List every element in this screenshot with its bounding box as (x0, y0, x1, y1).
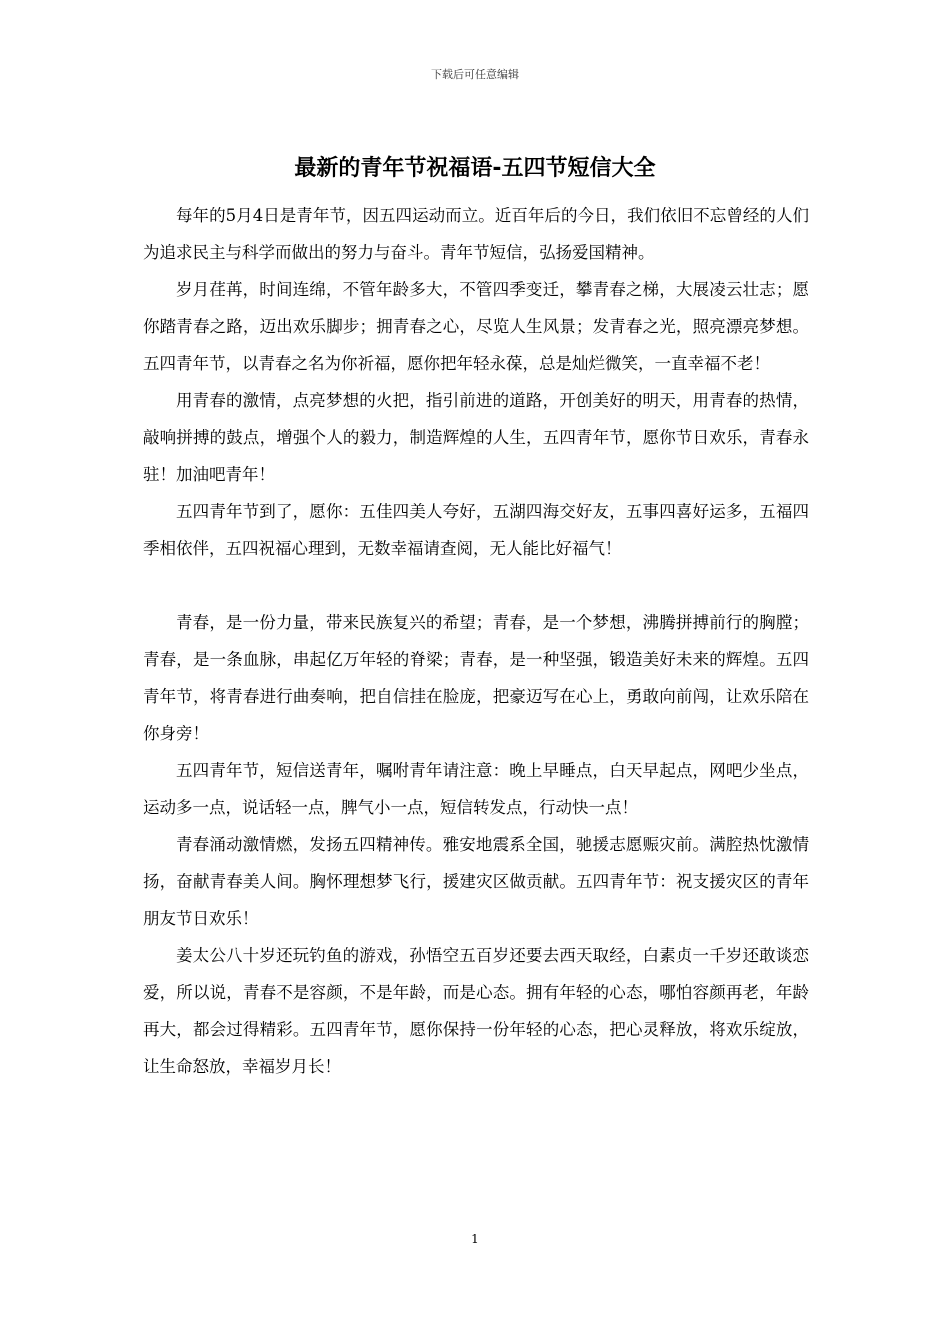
page-number: 1 (471, 1232, 479, 1246)
document-body (143, 197, 809, 1085)
paragraph: 五四青年节到了，愿你：五佳四美人夸好，五湖四海交好友，五事四喜好运多，五福四季相依伴，五四祝福心理到，无数幸福请查阅，无人能比好福气！ (143, 502, 809, 558)
document-title: 最新的青年节祝福语-五四节短信大全 (294, 156, 656, 181)
paragraph: 用青春的激情，点亮梦想的火把，指引前进的道路，开创美好的明天，用青春的热情，敲响拼搏的鼓点，增强个人的毅力，制造辉煌的人生，五四青年节，愿你节日欢乐，青春永驻！加油吧青年！ (143, 391, 809, 484)
paragraph: 青春涌动激情燃，发扬五四精神传。雅安地震系全国，驰援志愿赈灾前。满腔热忱激情扬，奋献青春美人间。胸怀理想梦飞行，援建灾区做贡献。五四青年节：祝支援灾区的青年朋友节日欢乐！ (143, 835, 809, 928)
paragraph: 每年的5月4日是青年节，因五四运动而立。近百年后的今日，我们依旧不忘曾经的人们为追求民主与科学而做出的努力与奋斗。青年节短信，弘扬爱国精神。 (143, 206, 809, 262)
paragraph: 青春，是一份力量，带来民族复兴的希望；青春，是一个梦想，沸腾拼搏前行的胸膛；青春，是一条血脉，串起亿万年轻的脊梁；青春，是一种坚强，锻造美好未来的辉煌。五四青年节，将青春进行曲奏响，把自信挂在脸庞，把豪迈写在心上，勇敢向前闯，让欢乐陪在你身旁！ (143, 613, 809, 743)
paragraph: 岁月荏苒，时间连绵，不管年龄多大，不管四季变迁，攀青春之梯，大展凌云壮志；愿你踏青春之路，迈出欢乐脚步；拥青春之心，尽览人生风景；发青春之光，照亮漂亮梦想。五四青年节，以青春之名为你祈福，愿你把年轻永葆，总是灿烂微笑，一直幸福不老！ (143, 280, 809, 373)
page-header: 下载后可任意编辑 (431, 68, 519, 81)
paragraph: 姜太公八十岁还玩钓鱼的游戏，孙悟空五百岁还要去西天取经，白素贞一千岁还敢谈恋爱，所以说，青春不是容颜，不是年龄，而是心态。拥有年轻的心态，哪怕容颜再老，年龄再大，都会过得精彩。五四青年节，愿你保持一份年轻的心态，把心灵释放，将欢乐绽放，让生命怒放，幸福岁月长！ (143, 946, 809, 1076)
paragraph: 五四青年节，短信送青年，嘱咐青年请注意：晚上早睡点，白天早起点，网吧少坐点，运动多一点，说话轻一点，脾气小一点，短信转发点，行动快一点！ (143, 761, 809, 817)
